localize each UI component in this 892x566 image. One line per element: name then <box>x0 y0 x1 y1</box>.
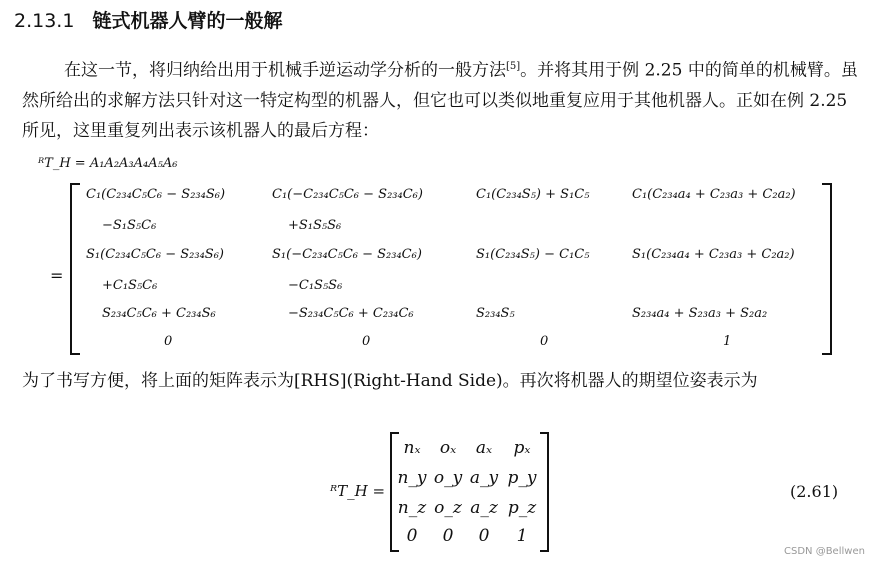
matrix-cell: C₁(C₂₃₄C₅C₆ − S₂₃₄S₆) <box>86 187 226 202</box>
matrix-cell: C₁(C₂₃₄S₅) + S₁C₅ <box>476 187 590 202</box>
pose-cell: n_y <box>397 468 427 488</box>
matrix-cell: 1 <box>723 334 732 349</box>
matrix-cell: S₂₃₄S₅ <box>476 306 515 321</box>
pose-lhs: ᴿT_H = <box>330 482 386 500</box>
matrix-cell: 0 <box>362 334 371 349</box>
section-number: 2.13.1 <box>14 10 75 32</box>
matrix-cell: −S₂₃₄C₅C₆ + C₂₃₄C₆ <box>288 306 414 321</box>
pose-cell: 0 <box>478 526 490 546</box>
matrix-cell: C₁(−C₂₃₄C₅C₆ − S₂₃₄C₆) <box>272 187 423 202</box>
paragraph-intro <box>22 52 864 146</box>
matrix-cell: +C₁S₅C₆ <box>102 278 158 293</box>
pose-cell: o_y <box>433 468 463 488</box>
pose-cell: 0 <box>406 526 418 546</box>
matrix-cell: S₁(−C₂₃₄C₅C₆ − S₂₃₄C₆) <box>272 247 422 262</box>
section-heading <box>14 6 282 33</box>
paragraph-intro-text: 在这一节，将归纳给出用于机械手逆运动学分析的一般方法 <box>64 60 506 81</box>
pose-matrix-right-bracket <box>540 432 549 552</box>
pose-cell: nₓ <box>403 438 421 458</box>
matrix-cell: +S₁S₅S₆ <box>288 218 342 233</box>
watermark: CSDN @Bellwen <box>784 546 865 557</box>
pose-cell: aₓ <box>475 438 493 458</box>
pose-cell: oₓ <box>439 438 457 458</box>
pose-cell: a_z <box>470 498 498 518</box>
pose-cell: p_y <box>507 468 537 488</box>
matrix-right-bracket <box>822 183 832 355</box>
paragraph-rhs: 为了书写方便，将上面的矩阵表示为[RHS](Right-Hand Side)。再次将机器人的期望位姿表示为 <box>22 371 758 391</box>
matrix-cell: 0 <box>164 334 173 349</box>
pose-cell: 0 <box>442 526 454 546</box>
matrix-cell: S₂₃₄a₄ + S₂₃a₃ + S₂a₂ <box>632 306 768 321</box>
section-title: 链式机器人臂的一般解 <box>92 10 283 32</box>
pose-cell: n_z <box>397 498 427 518</box>
matrix-cell: −S₁S₅C₆ <box>102 218 157 233</box>
pose-cell: p_z <box>507 498 537 518</box>
equation-number: (2.61) <box>790 482 839 501</box>
equation-lhs: ᴿT_H = A₁A₂A₃A₄A₅A₆ <box>38 156 178 171</box>
matrix-cell: 0 <box>540 334 549 349</box>
citation-ref: [5] <box>506 61 521 72</box>
pose-cell: 1 <box>516 526 528 546</box>
matrix-cell: C₁(C₂₃₄a₄ + C₂₃a₃ + C₂a₂) <box>632 187 796 202</box>
pose-cell: pₓ <box>513 438 531 458</box>
paragraph-intro-text-2: 。并将其用于例 2.25 中的简单的机械臂。虽然所给出的求解方法只针对这一特定构型的机器人，但它也可以类似地重复应用于其他机器人。正如在例 2.25 所见，这里重复列出表示该机器人的最后方程： <box>22 60 858 141</box>
pose-cell: a_y <box>469 468 499 488</box>
matrix-cell: −C₁S₅S₆ <box>288 278 343 293</box>
matrix-cell: S₁(C₂₃₄a₄ + C₂₃a₃ + C₂a₂) <box>632 247 795 262</box>
matrix-cell: S₁(C₂₃₄C₅C₆ − S₂₃₄S₆) <box>86 247 224 262</box>
matrix-left-bracket <box>70 183 80 355</box>
pose-cell: o_z <box>434 498 462 518</box>
matrix-cell: S₁(C₂₃₄S₅) − C₁C₅ <box>476 247 590 262</box>
equals-sign: = <box>50 266 64 285</box>
matrix-cell: S₂₃₄C₅C₆ + C₂₃₄S₆ <box>102 306 216 321</box>
